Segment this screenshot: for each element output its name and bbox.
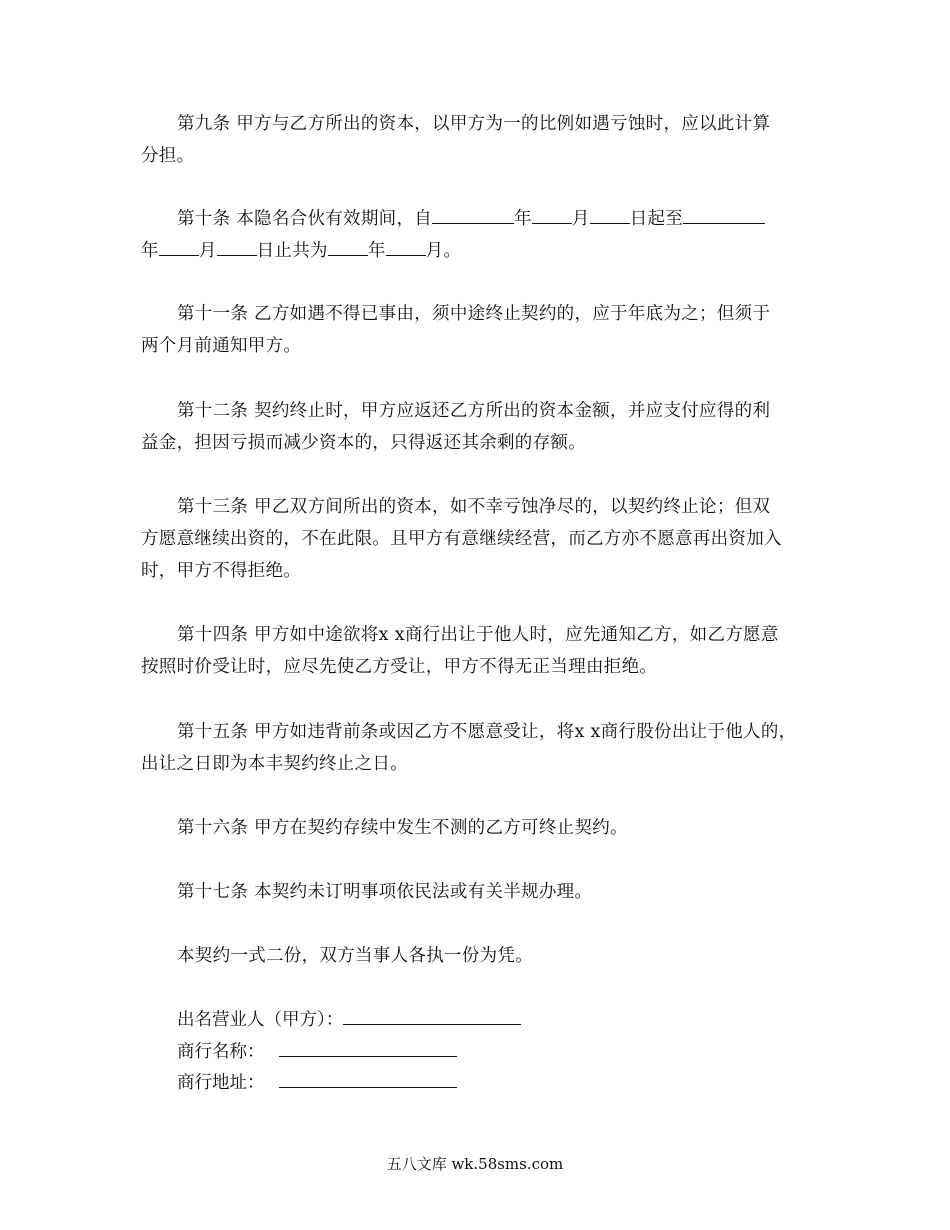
partner-signature-blank — [343, 1004, 521, 1025]
article-14-line-1: 第十四条 甲方如中途欲将x x商行出让于他人时，应先通知乙方，如乙方愿意 — [177, 625, 779, 645]
article-16 — [141, 812, 817, 844]
article-14 — [141, 619, 817, 683]
day-total-label: 日止共为 — [256, 241, 328, 261]
article-15-line-2: 出让之日即为本丰契约终止之日。 — [141, 754, 408, 774]
article-11 — [141, 298, 817, 362]
partner-label: 出名营业人（甲方）： — [177, 1010, 344, 1030]
month-end-label: 月。 — [425, 241, 462, 261]
article-9-line-2: 分担。 — [141, 146, 195, 166]
article-17-line: 第十七条 本契约未订明事项依民法或有关半规办理。 — [177, 882, 593, 902]
month-label: 月 — [571, 209, 590, 229]
firm-name-row — [177, 1036, 457, 1067]
article-12-line-1: 第十二条 契约终止时，甲方应返还乙方所出的资本金额，并应支付应得的利 — [177, 401, 771, 421]
year-label: 年 — [367, 241, 386, 261]
article-11-line-1: 第十一条 乙方如遇不得已事由，须中途终止契约的，应于年底为之；但须于 — [177, 304, 771, 324]
article-13-line-2: 方愿意继续出资的，不在此限。且甲方有意继续经营，而乙方亦不愿意再出资加入 — [141, 529, 782, 549]
article-12-line-2: 益金，担因亏损而减少资本的，只得返还其余剩的存额。 — [141, 433, 586, 453]
article-17 — [141, 876, 817, 908]
total-years-blank — [328, 237, 368, 256]
firm-name-blank — [279, 1036, 457, 1057]
article-11-line-2: 两个月前通知甲方。 — [141, 336, 302, 356]
article-16-line: 第十六条 甲方在契约存续中发生不测的乙方可终止契约。 — [177, 818, 628, 838]
end-year-blank — [683, 205, 765, 224]
article-13 — [141, 491, 817, 587]
firm-name-label: 商行名称： — [177, 1042, 265, 1062]
copies-clause — [141, 940, 817, 972]
start-month-blank — [532, 205, 572, 224]
firm-address-row — [177, 1067, 457, 1098]
article-10-line-1 — [141, 203, 817, 235]
article-10-line-2 — [141, 235, 817, 267]
footer-watermark: 五八文库 wk.58sms.com — [386, 1155, 564, 1173]
year-label: 年 — [141, 241, 159, 261]
article-9 — [141, 108, 817, 172]
total-months-blank — [386, 237, 426, 256]
article-13-line-3: 时，甲方不得拒绝。 — [141, 561, 302, 581]
firm-address-label: 商行地址： — [177, 1073, 265, 1093]
article-13-line-1: 第十三条 甲乙双方间所出的资本，如不幸亏蚀净尽的，以契约终止论；但双 — [177, 497, 771, 517]
firm-address-blank — [279, 1067, 457, 1088]
start-year-blank — [432, 205, 514, 224]
end-month-blank — [159, 237, 199, 256]
article-15-line-1: 第十五条 甲方如违背前条或因乙方不愿意受让，将x x商行股份出让于他人的， — [177, 722, 797, 742]
article-15 — [141, 716, 817, 780]
article-10 — [141, 203, 817, 267]
article-10-text: 第十条 本隐名合伙有效期间，自 — [177, 209, 433, 229]
partner-signature-row — [177, 1004, 521, 1035]
month-label: 月 — [198, 241, 217, 261]
article-14-line-2: 按照时价受让时，应尽先使乙方受让，甲方不得无正当理由拒绝。 — [141, 657, 658, 677]
article-12 — [141, 395, 817, 459]
start-day-blank — [590, 205, 630, 224]
end-day-blank — [217, 237, 257, 256]
day-until-label: 日起至 — [629, 209, 684, 229]
year-label: 年 — [514, 209, 532, 229]
article-9-line-1: 第九条 甲方与乙方所出的资本，以甲方为一的比例如遇亏蚀时，应以此计算 — [177, 114, 771, 134]
copies-clause-line: 本契约一式二份，双方当事人各执一份为凭。 — [177, 946, 533, 966]
